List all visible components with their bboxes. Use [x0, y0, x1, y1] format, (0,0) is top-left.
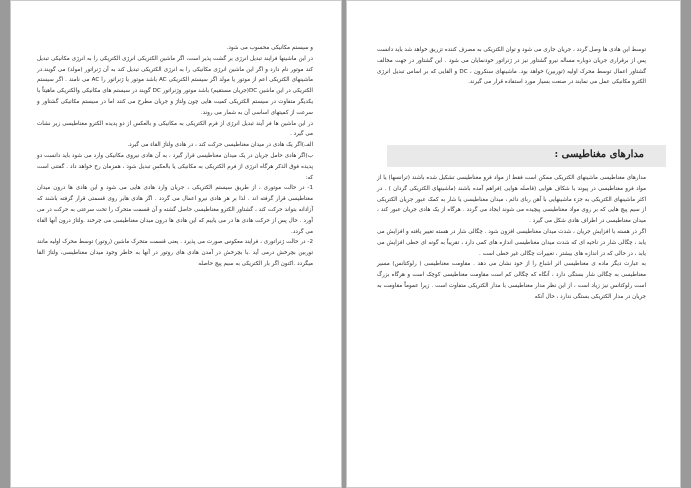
left-paragraph: در این ماشین ها فر آیند تبدیل انرژی از فرم الکتریکی به مکانیکی و بالعکس از دو پدیده الکترو مغناطیسی زیر نشات می گیرد .	[37, 120, 313, 138]
left-page-text	[37, 43, 313, 270]
right-paragraph: مدارهای مغناطیسی ماشینهای الکتریکی ممکن است فقط از مواد فرو مغناطیسی تشکیل شده باشند (ترانسها) یا از مواد فرو مغناطیسی در پیوند با شکاف هوایی (فاصله هوایی )فراهم آمده باشند (ماشینهای الکتریکی گردان ) . در اکثر ماشینهای الکتریکی به جزء ماشینهایی با آهن ربای دائم ، میدان مغناطیسی یا شار به کمک عبور جریان الکتریکی از سیم پیچ هایی که بر روی مواد مغناطیسی پیچیده می شوند ایجاد می گردد . هرگاه از یک هادی جریان عبور کند ، میدان مغناطیسی در اطراف هادی شکل می گیرد .	[377, 175, 646, 225]
left-paragraph: الف)اگر یک هادی در میدان مغناطیسی حرکت کند ، در هادی ولتاژ القاء می گیرد.	[127, 142, 313, 149]
right-page-top-text	[377, 45, 646, 88]
left-paragraph: در این ماشینها فرایند تبدیل انرژی بر گشت پذیر است، اگر ماشین الکتریکی انرژی الکتریکی را به انرژی مکانیکی تبدیل کند موتور نام دارد و اگر این ماشین انرژی مکانیکی را به انرژی الکتریکی تبدیل کند به آن ژنراتور (مولد) می گویند.در ماشینهای الکتریکی اعم از موتور یا مولد اگر سیستم الکتریکی AC باشد موتور یا ژنراتور را AC می نامند . اگر سیستم الکتریکی در این ماشین DC(جریان مستقیم) باشد موتور وژنراتور DC گویند در سیستم های مکانیکی والکتریکی ماهیتاً با یکدیگر متفاوت در سیستم الکتریکی کمیت هایی چون ولتاژ و جریان مطرح می کنند اما در سیستم مکانیکی گشتاور و سرعت از کمیتهای اساسی آن به شمار می روند.	[37, 55, 313, 116]
left-paragraph: ب)اگر هادی حامل جریان در یک میدان مغناطیسی قرار گیرد ، به آن هادی نیروی مکانیکی وارد می شود باید دانست دو پدیده فوق الذکر هرگاه انرژی از فرم الکتریکی به مکانیکی یا بالعکس تبدیل شود ، همزمان رخ خواهد داد . گفتنی است که:	[37, 152, 313, 181]
right-paragraph: اگر در هسته با افزایش جریان ، شدت میدان مغناطیسی افزون شود . چگالی شار در هسته تغییر یافته و افزایش می یابد ، چگالی شار در ناحیه ای که شدت میدان مغناطیسی اندازه های کمی دارد ، تقریباً به گونه ای خطی افزایش می یابد ، در حالی که در اندازه های بیشتر ، تغییرات چگالی غیر خطی است .	[377, 228, 646, 257]
left-paragraph: و سیستم مکانیکی محسوب می شود.	[226, 45, 313, 51]
left-paragraph: 2- در حالت ژنراتوری ، فرایند معکوس صورت می پذیرد . یعنی قسمت متحرک ماشین (روتور) توسط محرک اولیه مانند توربین بچرخش درمی آید .با بچرخش در آمدن هادی های روتور در آنها به خاطر وجود میدان مغناطیسی، ولتاژ القا میگردد .اکنون اگر بار الکتریکی به سیم پیچ حاصله	[37, 239, 313, 267]
right-page-bottom-text	[377, 173, 646, 303]
right-paragraph: توسط این هادی ها وصل گردد ، جریان جاری می شود و توان الکتریکی به مصرف کننده تزریق خواهد شد باید دانست پس از برقراری جریان دوباره مساله نیرو گشتاور نیز در ژنراتور خودنمایان می شود . این گشتاور در جهت مخالف گشتاور اعمال توسط محرک اولیه (توربین) خواهد بود. ماشینهای سنکرون ، DC و القایی که بر اساس تبدیل انرژی الکترو مکانیکی عمل می نمایند در صنعت بسیار مورد استفاده قرار می گیرند.	[377, 47, 646, 86]
section-heading-band	[387, 145, 666, 167]
left-page	[10, 0, 342, 488]
right-page	[346, 0, 681, 488]
section-title: مدارهای مغناطیسی :	[554, 149, 644, 160]
right-paragraph: به عبارت دیگر ماده ی مغناطیسی اثر اشباع را از خود نشان می دهد . مقاومت مغناطیسی ( رلوکتانس) مسیر مغناطیسی به چگالی شار بستگی دارد ، آنگاه که چگالی کم است مقاومت مغناطیسی کوچک است و هرگاه بزرگ است رلوکتانس نیز زیاد است ، از این نظر مدار مغناطیسی با مدار الکتریکی متفاوت است . زیرا عموماً مقاومت به جریان در مدار الکتریکی بستگی ندارد ، حال آنکه	[377, 261, 646, 300]
left-paragraph: 1- در حالت موتوری ، از طریق سیستم الکتریکی ، جریان وارد هادی هایی می شود و این هادی ها درون میدان مغناطیسی قرار گرفته اند . لذا بر هر هادی نیرو اعمال می گردد . اگر هادی هابر روی قسمتی قرار گرفته باشند که آزادانه بتواند حرکت کند ، گشتاور الکترو مغناطیسی حاصل گشته و آن قسمت متحرک را تحت سرعتی به حرکت در می آورد . حال پس از حرکت هادی ها در می یابیم که این هادی ها درون میدان مغناطیسی می چرخند .ولتاژ درون آنها القاء می گردد.	[37, 185, 313, 235]
